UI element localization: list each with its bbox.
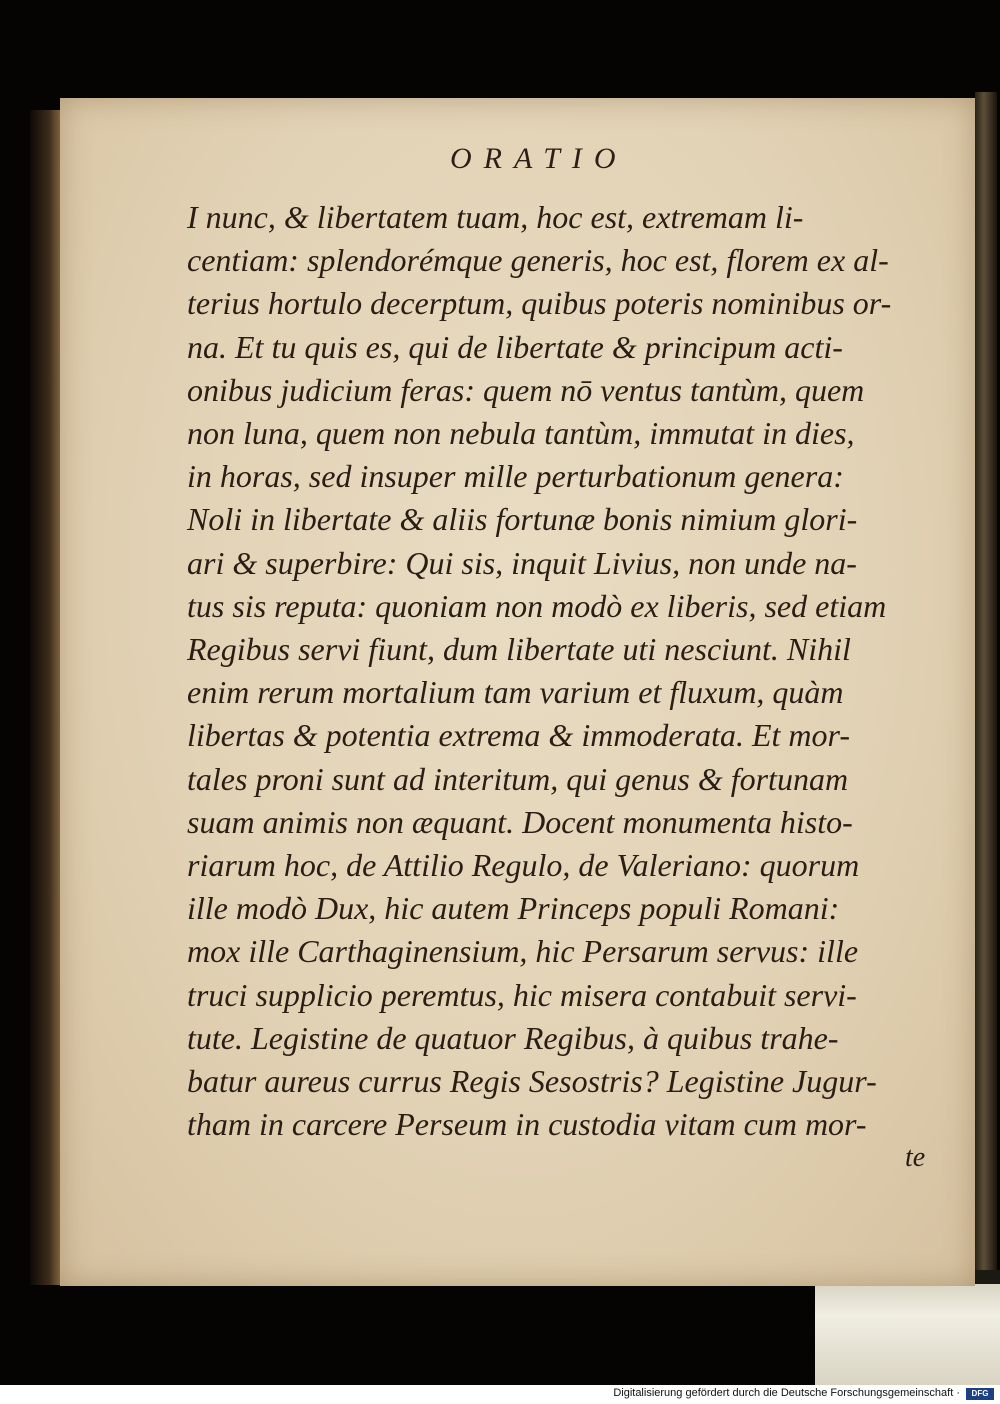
text-line: non luna, quem non nebula tantùm, immutat in dies, xyxy=(187,415,855,452)
text-line: suam animis non æquant. Docent monumenta histo- xyxy=(187,803,853,840)
text-line: na. Et tu quis es, qui de libertate & principum acti- xyxy=(187,328,843,365)
text-line: tus sis reputa: quoniam non modò ex liberis, sed etiam xyxy=(187,587,887,624)
book-edge xyxy=(975,92,997,1312)
text-line: truci supplicio peremtus, hic misera contabuit servi- xyxy=(187,976,857,1013)
text-line: enim rerum mortalium tam varium et fluxum, quàm xyxy=(187,674,844,711)
text-line: tute. Legistine de quatuor Regibus, à quibus trahe- xyxy=(187,1019,839,1056)
text-line: batur aureus currus Regis Sesostris? Legistine Jugur- xyxy=(187,1063,877,1100)
text-line: riarum hoc, de Attilio Regulo, de Valeriano: quorum xyxy=(187,847,860,884)
text-line: Regibus servi fiunt, dum libertate uti nesciunt. Nihil xyxy=(187,631,851,668)
footer-bar xyxy=(0,1385,1000,1404)
catchword: te xyxy=(905,1142,926,1173)
running-header: ORATIO xyxy=(450,142,628,175)
text-line: tales proni sunt ad interitum, qui genus & fortunam xyxy=(187,760,849,797)
dfg-logo-icon: DFG xyxy=(966,1388,994,1400)
book-block-bottom xyxy=(815,1270,1000,1385)
text-line: I nunc, & libertatem tuam, hoc est, extremam li- xyxy=(187,199,804,235)
text-line: onibus judicium feras: quem nō ventus tantùm, quem xyxy=(187,371,865,408)
text-line: terius hortulo decerptum, quibus poteris nominibus or- xyxy=(187,285,892,322)
text-line: centiam: splendorémque generis, hoc est, florem ex al- xyxy=(187,242,889,279)
text-line: Noli in libertate & aliis fortunæ bonis nimium glori- xyxy=(187,501,858,538)
text-line: ille modò Dux, hic autem Princeps populi Romani: xyxy=(187,890,840,927)
text-line: ari & superbire: Qui sis, inquit Livius, non unde na- xyxy=(187,544,857,581)
text-line: mox ille Carthaginensium, hic Persarum servus: ille xyxy=(187,933,859,970)
funding-credit: Digitalisierung gefördert durch die Deutsche Forschungsgemeinschaft · xyxy=(613,1387,960,1399)
text-line: libertas & potentia extrema & immoderata. Et mor- xyxy=(187,717,850,754)
book-gutter xyxy=(30,110,62,1285)
page-text xyxy=(187,196,932,1146)
text-line: tham in carcere Perseum in custodia vitam cum mor- xyxy=(187,1106,867,1143)
text-line: in horas, sed insuper mille perturbationum genera: xyxy=(187,458,844,495)
